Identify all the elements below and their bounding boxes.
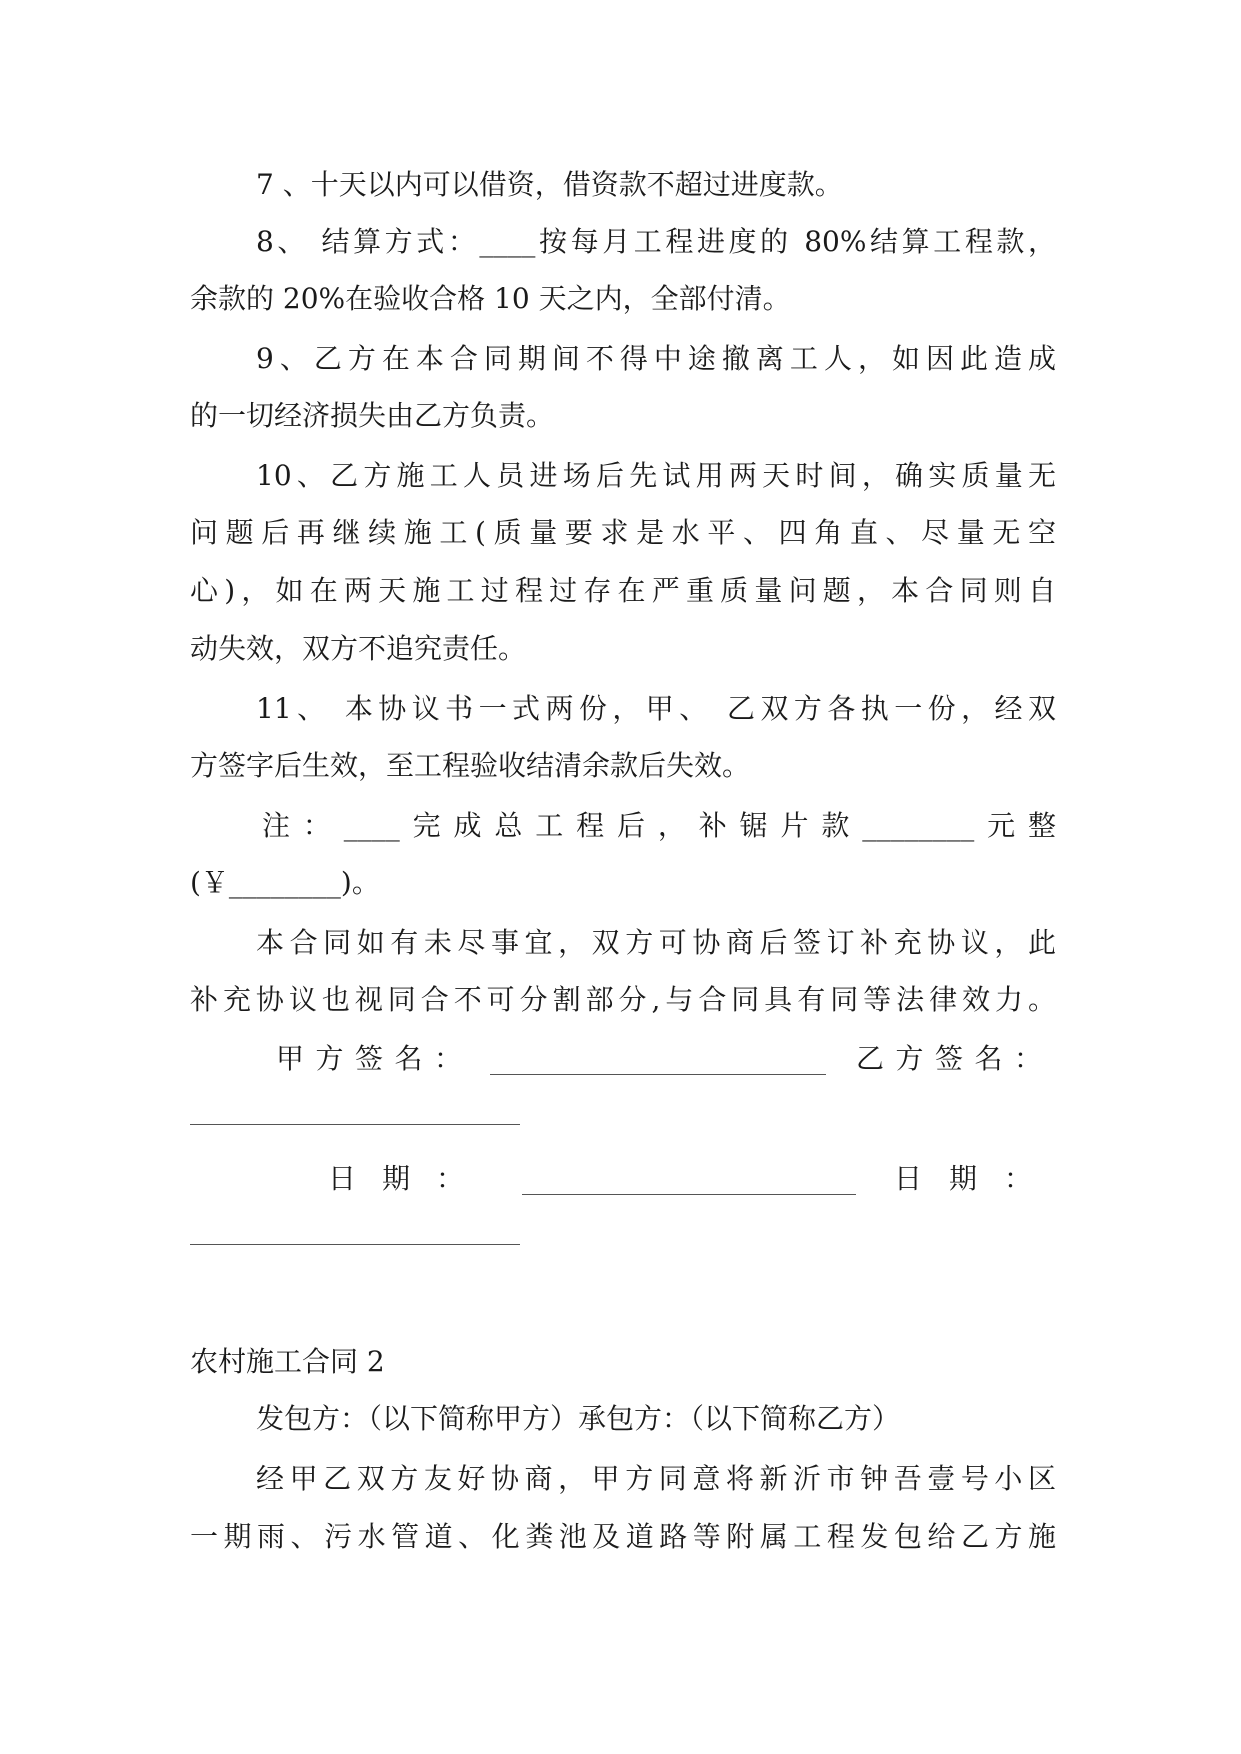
contract-2-intro-line-1: 经甲乙双方友好协商，甲方同意将新沂市钟吾壹号小区 [256,1462,1056,1495]
clause-9-line-2: 的一切经济损失由乙方负责。 [190,399,555,432]
clause-10-line-3: 心)，如在两天施工过程过存在严重质量问题，本合同则自 [190,574,1056,607]
supplement-line-1: 本合同如有未尽事宜，双方可协商后签订补充协议，此 [256,926,1056,959]
clause-8-line-2: 余款的 20%在验收合格 10 天之内，全部付清。 [190,282,791,315]
party-b-signature-blank[interactable] [190,1124,520,1125]
clause-8-line-1: 8、 结算方式：____按每月工程进度的 80%结算工程款， [256,225,1056,258]
date-label-b: 日期： [894,1162,1032,1195]
clause-9-line-1: 9、乙方在本合同期间不得中途撤离工人，如因此造成 [256,342,1056,375]
party-a-signature-blank[interactable] [490,1074,826,1075]
party-b-signature-label: 乙方签名： [856,1042,1042,1075]
clause-7: 7 、十天以内可以借资，借资款不超过进度款。 [256,168,843,201]
note-line-2: (￥________)。 [190,866,380,899]
clause-10-line-1: 10、乙方施工人员进场后先试用两天时间，确实质量无 [256,459,1056,492]
date-label-a: 日期： [328,1162,464,1195]
contract-2-parties: 发包方：（以下简称甲方）承包方：（以下简称乙方） [256,1402,901,1435]
party-a-signature-label: 甲方签名： [276,1042,462,1075]
supplement-line-2: 补充协议也视同合不可分割部分,与合同具有同等法律效力。 [190,983,1056,1016]
contract-2-intro-line-2: 一期雨、污水管道、化粪池及道路等附属工程发包给乙方施 [190,1520,1056,1553]
date-a-blank[interactable] [522,1194,856,1195]
clause-10-line-4: 动失效，双方不追究责任。 [190,632,527,665]
contract-2-title: 农村施工合同 2 [190,1345,385,1378]
date-b-blank[interactable] [190,1244,520,1245]
clause-11-line-1: 11、 本协议书一式两份，甲、 乙双方各执一份，经双 [256,692,1056,725]
note-line-1: 注：____完成总工程后，补锯片款________元整 [262,809,1056,842]
clause-10-line-2: 问题后再继续施工(质量要求是水平、四角直、尽量无空 [190,516,1056,549]
clause-11-line-2: 方签字后生效，至工程验收结清余款后失效。 [190,749,751,782]
